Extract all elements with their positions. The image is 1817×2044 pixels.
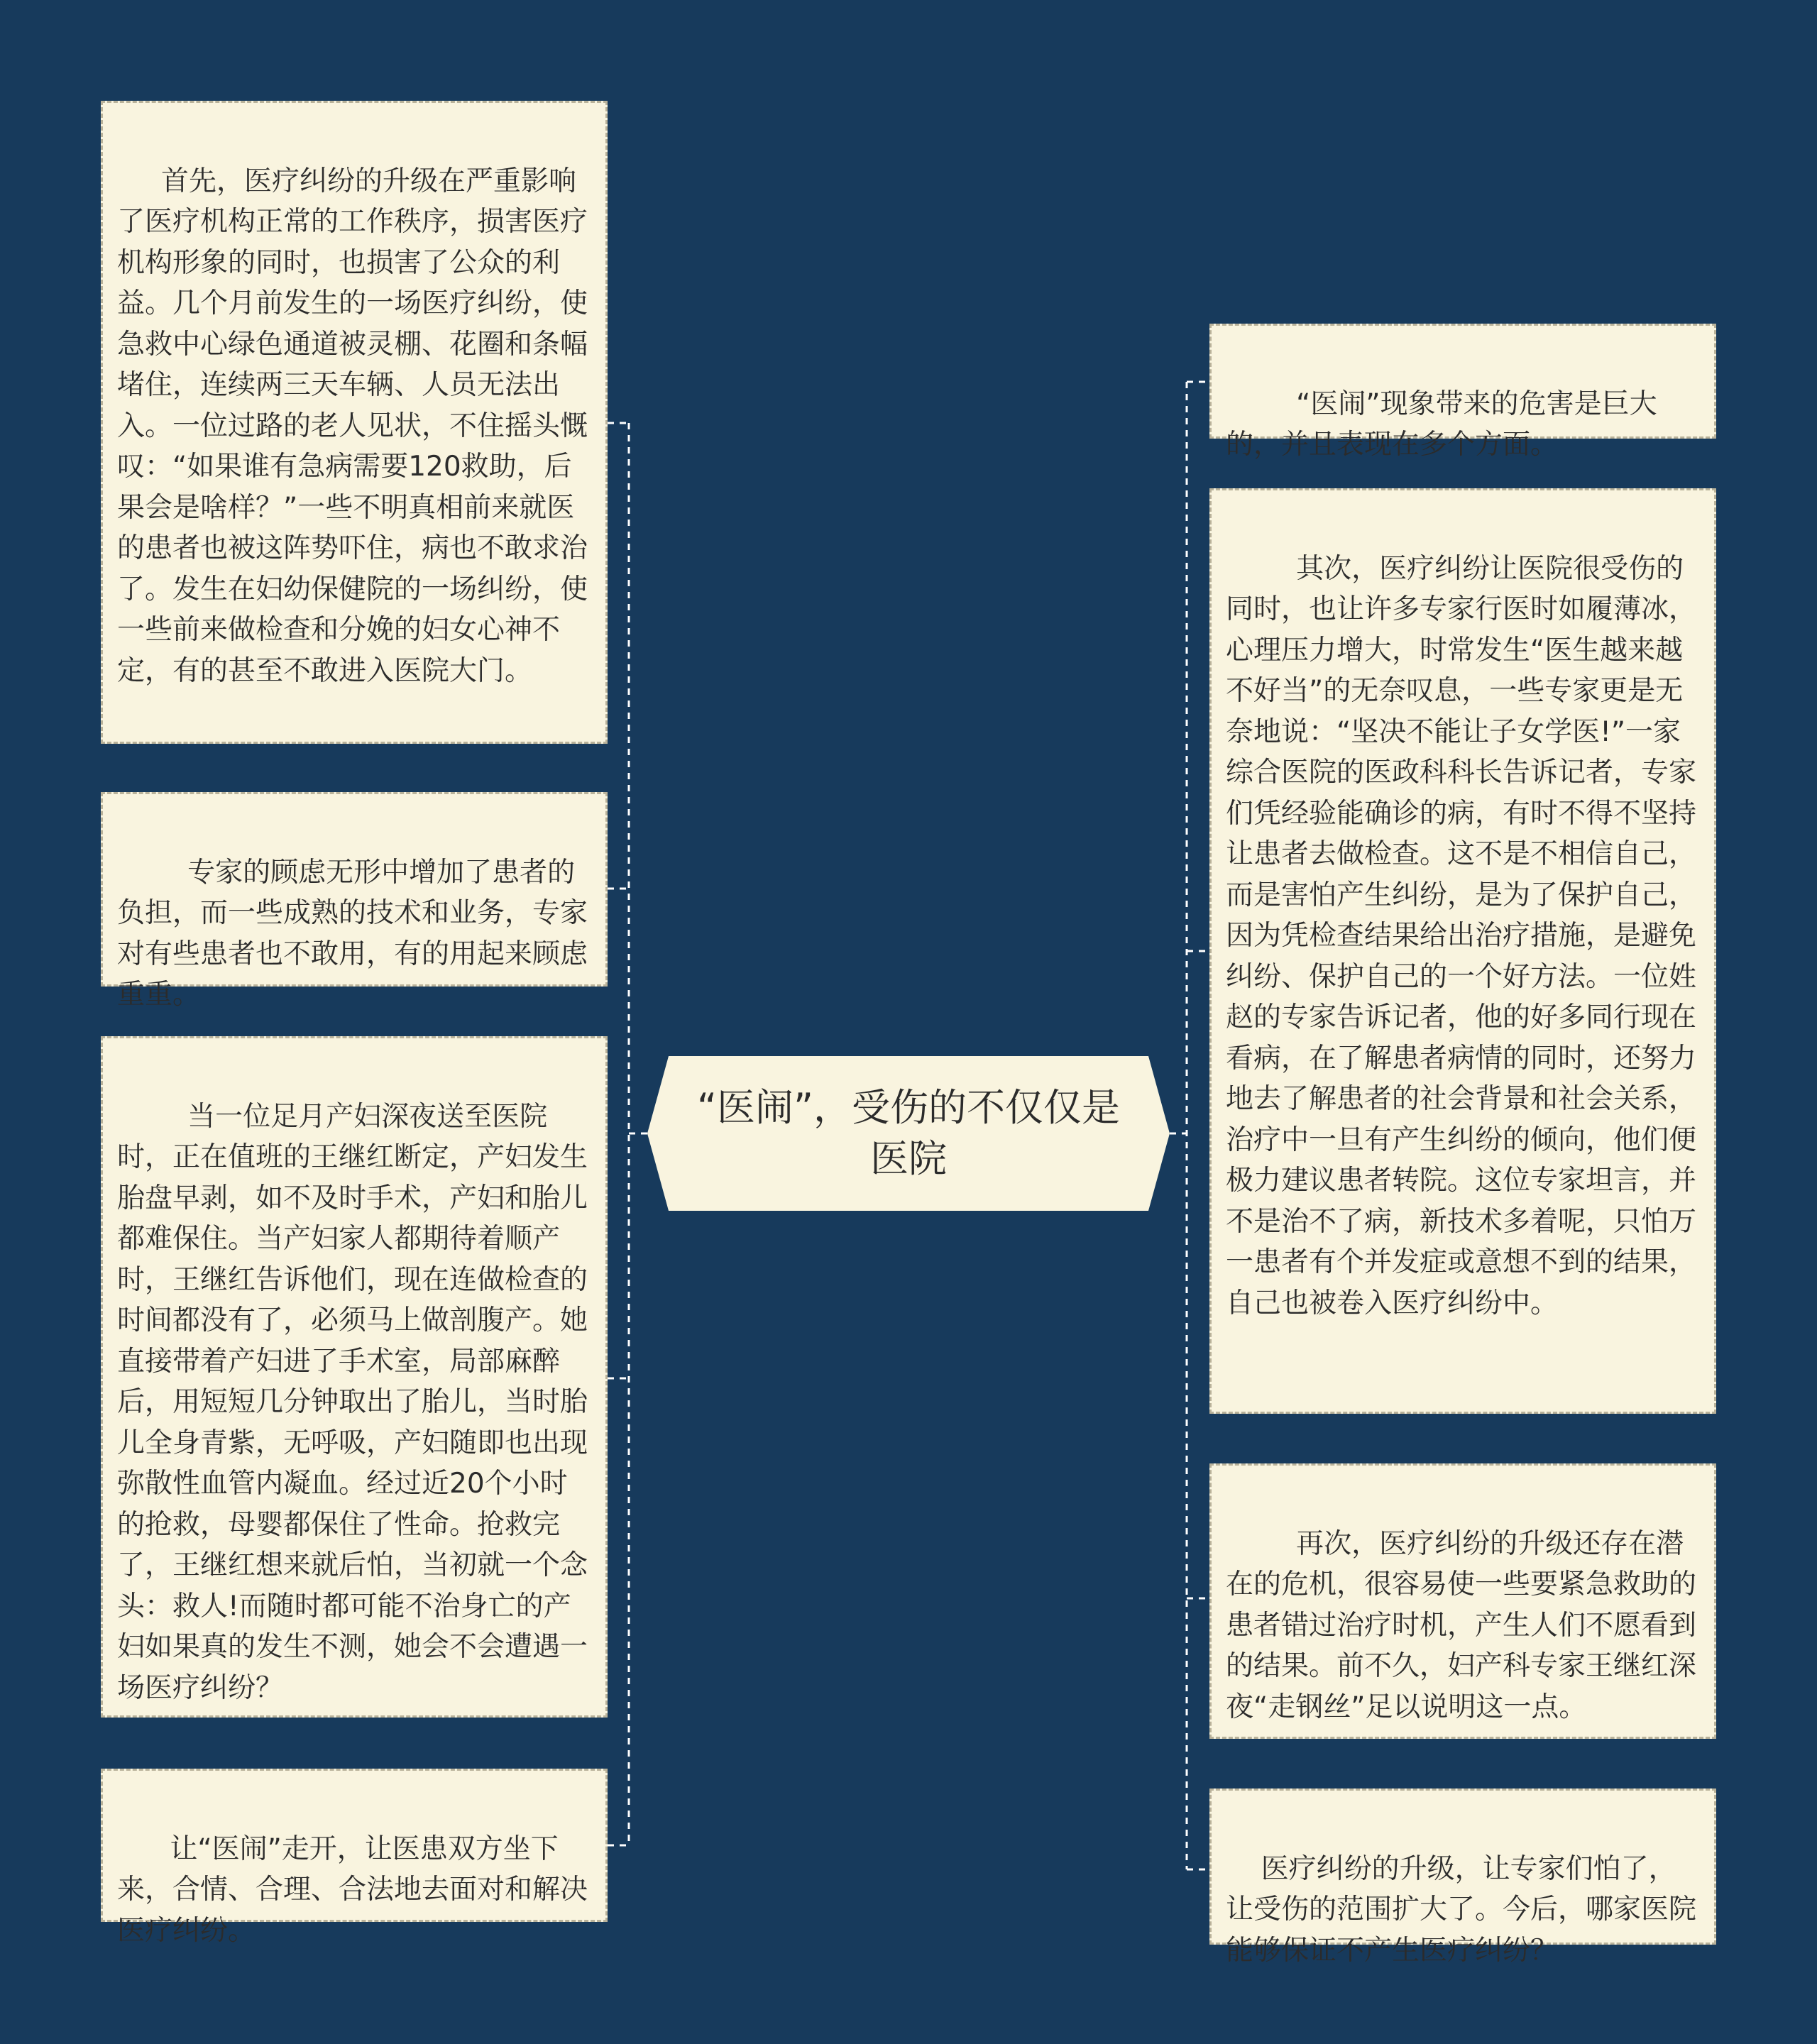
topic-text: “医闹”现象带来的危害是巨大的，并且表现在多个方面。	[1226, 388, 1657, 461]
topic-text: 专家的顾虑无形中增加了患者的负担，而一些成熟的技术和业务，专家对有些患者也不敢用，有的用起来顾虑重重。	[117, 856, 588, 1011]
topic-node-left-1[interactable]	[101, 101, 608, 744]
topic-node-left-2[interactable]	[101, 792, 608, 1011]
topic-node-left-4[interactable]	[101, 1769, 608, 1947]
central-topic-node[interactable]	[647, 1056, 1170, 1211]
topic-text: 再次，医疗纠纷的升级还存在潜在的危机，很容易使一些要紧急救助的患者错过治疗时机，产生人们不愿看到的结果。前不久，妇产科专家王继红深夜“走钢丝”足以说明这一点。	[1226, 1527, 1697, 1723]
topic-text: 当一位足月产妇深夜送至医院时，正在值班的王继红断定，产妇发生胎盘早剥，如不及时手术，产妇和胎儿都难保住。当产妇家人都期待着顺产时，王继红告诉他们，现在连做检查的时间都没有了，必须马上做剖腹产。她直接带着产妇进了手术室，局部麻醉后，用短短几分钟取出了胎儿，当时胎儿全身青紫，无呼吸，产妇随即也出现弥散性血管内凝血。经过近20个小时的抢救，母婴都保住了性命。抢救完了，王继红想来就后怕，当初就一个念头：救人!而随时都可能不治身亡的产妇如果真的发生不测，她会不会遭遇一场医疗纠纷？	[117, 1100, 588, 1704]
topic-node-right-3[interactable]	[1209, 1463, 1716, 1739]
topic-text: 让“医闹”走开，让医患双方坐下来，合情、合理、合法地去面对和解决医疗纠纷。	[117, 1833, 588, 1947]
topic-text: 其次，医疗纠纷让医院很受伤的同时，也让许多专家行医时如履薄冰，心理压力增大，时常发生“医生越来越不好当”的无奈叹息，一些专家更是无奈地说：“坚决不能让子女学医!”一家综合医院的医政科科长告诉记者，专家们凭经验能确诊的病，有时不得不坚持让患者去做检查。这不是不相信自己，而是害怕产生纠纷，是为了保护自己，因为凭检查结果给出治疗措施，是避免纠纷、保护自己的一个好方法。一位姓赵的专家告诉记者，他的好多同行现在看病，在了解患者病情的同时，还努力地去了解患者的社会背景和社会关系，治疗中一旦有产生纠纷的倾向，他们便极力建议患者转院。这位专家坦言，并不是治不了病，新技术多着呢，只怕万一患者有个并发症或意想不到的结果，自己也被卷入医疗纠纷中。	[1226, 552, 1697, 1319]
topic-node-right-2[interactable]	[1209, 488, 1716, 1414]
topic-node-left-3[interactable]	[101, 1036, 608, 1718]
topic-node-right-1[interactable]	[1209, 324, 1716, 461]
topic-node-right-4[interactable]	[1209, 1788, 1716, 1967]
topic-text: 首先，医疗纠纷的升级在严重影响了医疗机构正常的工作秩序，损害医疗机构形象的同时，也损害了公众的利益。几个月前发生的一场医疗纠纷，使急救中心绿色通道被灵棚、花圈和条幅堵住，连续两三天车辆、人员无法出入。一位过路的老人见状，不住摇头慨叹：“如果谁有急病需要120救助，后果会是啥样？”一些不明真相前来就医的患者也被这阵势吓住，病也不敢求治了。发生在妇幼保健院的一场纠纷，使一些前来做检查和分娩的妇女心神不定，有的甚至不敢进入医院大门。	[117, 165, 588, 687]
central-topic-title: “医闹”，受伤的不仅仅是医院	[697, 1085, 1120, 1181]
topic-text: 医疗纠纷的升级，让专家们怕了，让受伤的范围扩大了。今后，哪家医院能够保证不产生医疗纠纷？	[1226, 1852, 1697, 1967]
